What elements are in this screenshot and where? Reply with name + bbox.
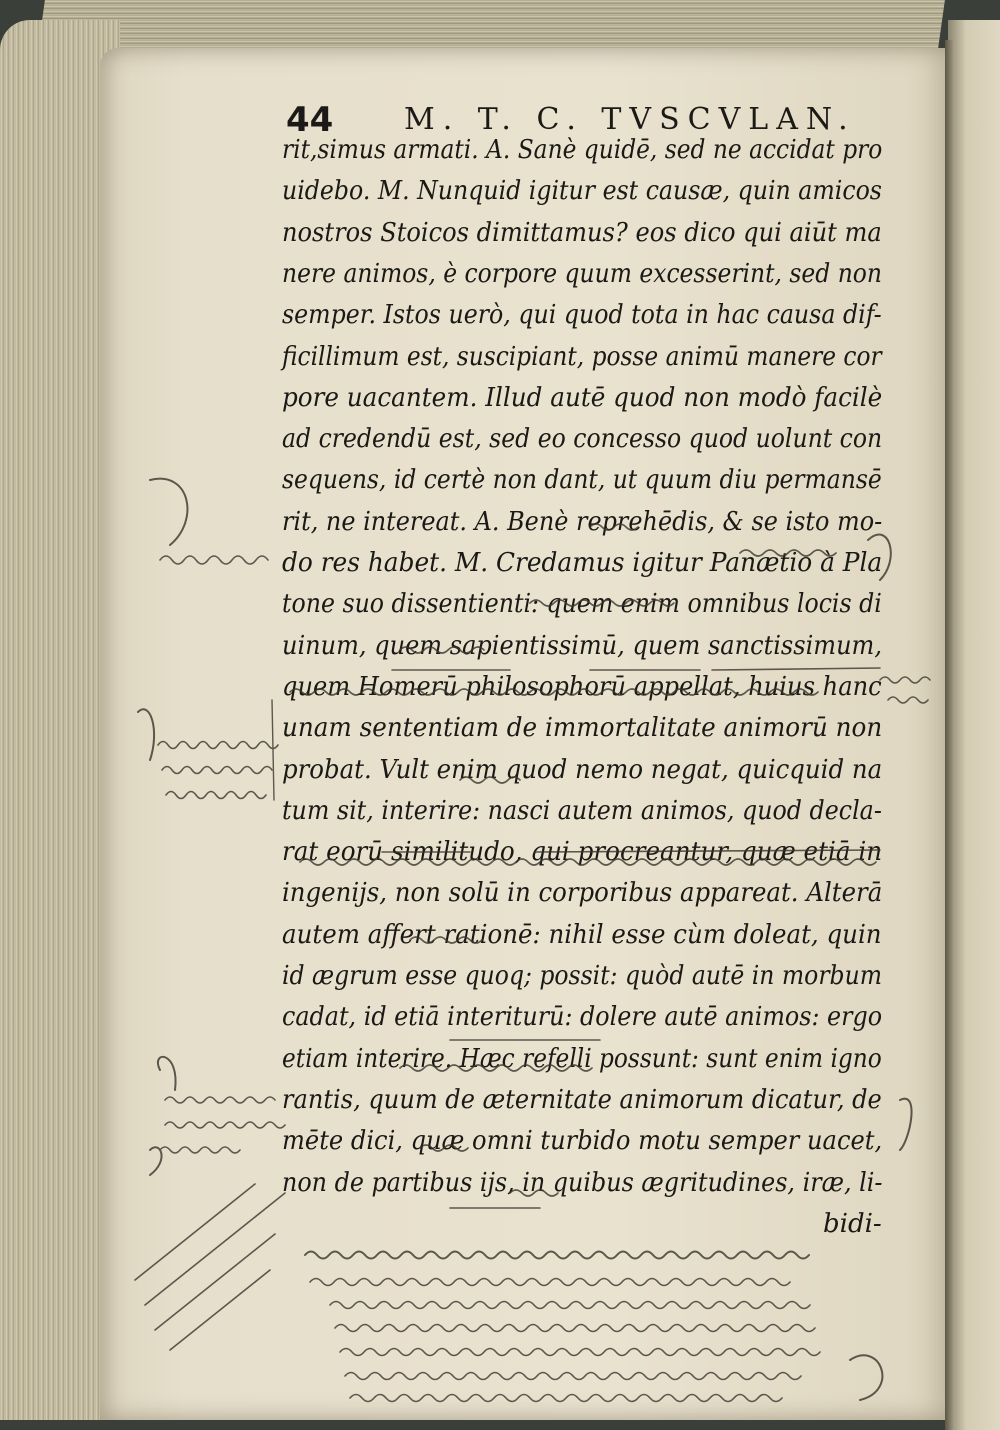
book-gutter bbox=[945, 40, 953, 1430]
running-head: M. T. C. TVSCVLAN. bbox=[404, 102, 856, 137]
folio-number: 44 bbox=[286, 100, 334, 140]
facing-page bbox=[948, 20, 1000, 1430]
